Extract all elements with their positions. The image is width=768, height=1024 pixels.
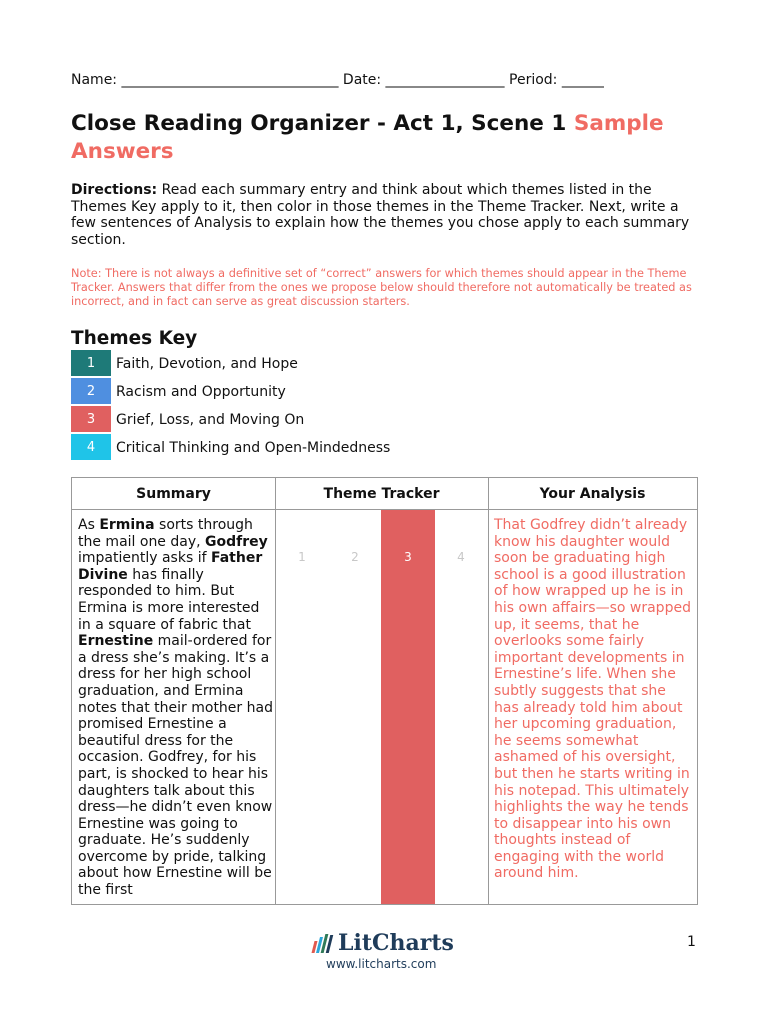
theme-key-row-4 — [71, 434, 390, 462]
summary-text: has finally responded to him. But Ermina is more interested in a square of fabric that — [78, 566, 260, 633]
tracker-column-2[interactable] — [328, 510, 382, 904]
themes-key — [71, 350, 390, 462]
column-divider — [488, 478, 489, 904]
note-text: Note: There is not always a definitive set of “correct” answers for which themes should appear in the Theme Tracker. Answers that differ from the ones we propose below should therefore not automatically be treated as incorrect, and in fact can serve as great discussion starters. — [71, 267, 692, 308]
tracker-column-1[interactable] — [275, 510, 329, 904]
date-field-label: Date: _________________ — [342, 72, 510, 88]
title-main: Close Reading Organizer - Act 1, Scene 1 — [71, 111, 567, 136]
directions-text: Read each summary entry and think about which themes listed in the Themes Key apply to it, then color in those themes in the Theme Tracker. Next, write a few sentences of Analysis to explain how the themes you chose apply to each summary section. — [71, 182, 690, 249]
summary-header: Summary — [136, 485, 211, 502]
directions — [71, 182, 697, 249]
theme-key-row-2 — [71, 378, 390, 406]
site-url: www.litcharts.com — [326, 957, 437, 971]
period-field-label: Period: ______ — [509, 72, 604, 88]
tracker-column-4[interactable] — [434, 510, 488, 904]
page-title — [71, 110, 711, 166]
summary-cell — [78, 517, 274, 899]
theme-tracker-header: Theme Tracker — [323, 485, 440, 502]
summary-text: sorts through the mail one day, — [78, 517, 253, 550]
theme-label-1: Faith, Devotion, and Hope — [116, 356, 298, 372]
character-godfrey: Godfrey — [205, 533, 268, 550]
name-field-label: Name: _______________________________ — [71, 72, 343, 88]
tracker-number-4: 4 — [457, 550, 465, 564]
theme-swatch-2: 2 — [71, 378, 111, 404]
analysis-header: Your Analysis — [539, 485, 646, 502]
summary-text: mail-ordered for a dress she’s making. It’s a dress for her high school graduation, and Ermina notes that their mother had promised Ernestine a beautiful dress for the occasion. Godfrey, for his part, is shocked to hear his daughters talk about this dress—he didn’t even know Ernestine was going to graduate. He’s suddenly overcome by pride, talking about how Ernestine will be the first — [78, 633, 273, 899]
theme-label-2: Racism and Opportunity — [116, 384, 286, 400]
summary-text: As — [78, 517, 100, 533]
character-father-divine: Father Divine — [78, 550, 263, 583]
themes-key-heading: Themes Key — [71, 328, 198, 349]
theme-label-3: Grief, Loss, and Moving On — [116, 412, 305, 428]
student-info-line — [71, 72, 604, 88]
theme-swatch-1: 1 — [71, 350, 111, 376]
character-ernestine: Ernestine — [78, 633, 154, 650]
logo-text: LitCharts — [338, 930, 454, 956]
tracker-number-2: 2 — [351, 550, 359, 564]
tracker-number-3: 3 — [404, 550, 412, 564]
theme-swatch-4: 4 — [71, 434, 111, 460]
page-number: 1 — [687, 934, 696, 950]
litcharts-logo — [313, 930, 454, 956]
summary-text: impatiently asks if — [78, 550, 211, 567]
tracker-column-3[interactable] — [381, 510, 435, 904]
tracker-number-1: 1 — [298, 550, 306, 564]
character-ermina: Ermina — [99, 517, 155, 533]
theme-key-row-3 — [71, 406, 390, 434]
directions-label: Directions: — [71, 182, 158, 198]
theme-swatch-3: 3 — [71, 406, 111, 432]
table-header-row — [72, 478, 697, 510]
theme-label-4: Critical Thinking and Open-Mindedness — [116, 440, 391, 456]
title-sample-answers: Sample Answers — [71, 111, 664, 164]
logo-bars-icon — [313, 933, 333, 953]
close-reading-table — [71, 477, 698, 905]
analysis-cell: That Godfrey didn’t already know his daughter would soon be graduating high school is a good illustration of how wrapped up he is in his own affairs—so wrapped up, it seems, that he overlooks some fairly important developments in Ernestine’s life. When she subtly suggests that she has already told him about her upcoming graduation, he seems somewhat ashamed of his oversight, but then he starts writing in his notepad. This ultimately highlights the way he tends to disappear into his own thoughts instead of engaging with the world around him. — [494, 517, 691, 882]
theme-key-row-1 — [71, 350, 390, 378]
